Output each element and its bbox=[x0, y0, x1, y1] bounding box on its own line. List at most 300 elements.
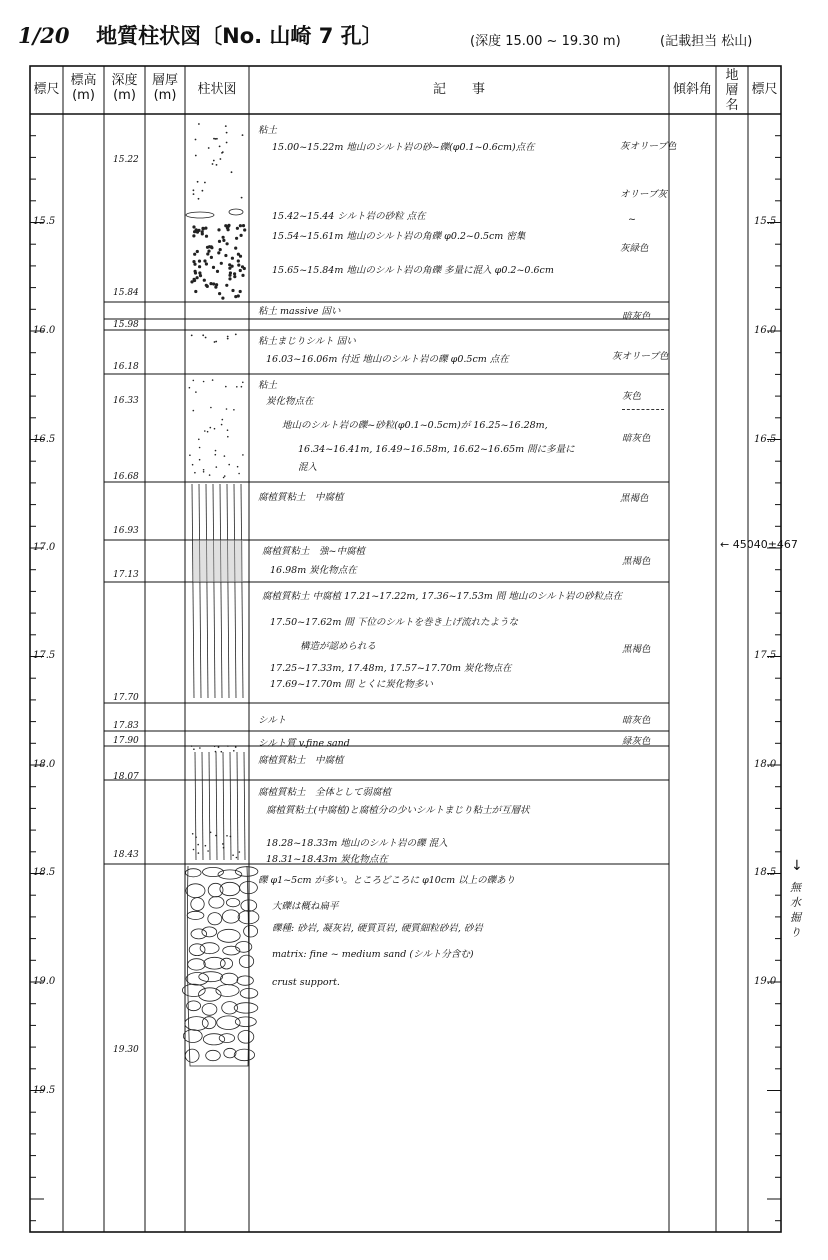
lithology-gravel bbox=[188, 959, 206, 970]
color-label: 黒褐色 bbox=[620, 493, 649, 504]
header-scale-right: 標尺 bbox=[751, 82, 778, 97]
lithology-dot bbox=[203, 469, 205, 471]
depth-label: 16.93 bbox=[113, 526, 139, 536]
color-label: ~ bbox=[628, 214, 636, 225]
lithology-dot bbox=[202, 190, 204, 192]
lithology-gravel bbox=[187, 1001, 201, 1011]
lithology-gravel bbox=[209, 897, 224, 909]
lithology-dot bbox=[226, 835, 228, 837]
scale-label: 18.0 bbox=[33, 759, 56, 770]
lithology-dot bbox=[214, 746, 216, 748]
lithology-dot bbox=[223, 477, 225, 479]
lithology-dot bbox=[243, 228, 246, 231]
lithology-dot bbox=[236, 857, 238, 859]
lithology-dot bbox=[242, 224, 245, 227]
depth-label: 16.18 bbox=[113, 362, 139, 372]
lithology-dot bbox=[233, 275, 236, 278]
lithology-dot bbox=[208, 245, 211, 248]
lithology-dot bbox=[227, 338, 229, 340]
note-line: 炭化物点在 bbox=[266, 396, 314, 407]
note-line: 腐植質粘土 中腐植 bbox=[258, 755, 344, 766]
lithology-dot bbox=[194, 271, 197, 274]
scale-label: 18.5 bbox=[33, 867, 56, 878]
lithology-gravel bbox=[234, 1049, 254, 1061]
lithology-dot bbox=[201, 232, 204, 235]
lithology-gravel bbox=[206, 1050, 221, 1060]
lithology-dot bbox=[204, 430, 206, 432]
note-line: 15.42~15.44 シルト岩の砂粒 点在 bbox=[272, 211, 426, 222]
lithology-gravel bbox=[217, 929, 240, 942]
note-line: 15.00~15.22m 地山のシルト岩の砂~礫(φ0.1~0.6cm)点在 bbox=[272, 142, 535, 153]
lithology-dot bbox=[228, 464, 230, 466]
color-label: 黒褐色 bbox=[622, 556, 651, 567]
lithology-dot bbox=[224, 455, 226, 457]
log-title: 地質柱状図〔No. 山崎 7 孔〕 bbox=[96, 24, 383, 48]
lithology-dot bbox=[205, 235, 208, 238]
lithology-gravel bbox=[185, 1049, 199, 1062]
lithology-gravel bbox=[235, 1017, 256, 1027]
lithology-dot bbox=[190, 280, 193, 283]
lithology-dot bbox=[226, 132, 228, 134]
note-line: 18.31~18.43m 炭化物点在 bbox=[266, 854, 388, 865]
lithology-dot bbox=[236, 386, 238, 388]
lithology-dot bbox=[193, 193, 195, 195]
lithology-dot bbox=[203, 471, 205, 473]
note-line: crust support. bbox=[272, 977, 340, 988]
note-line: シルト bbox=[258, 715, 287, 726]
lithology-dot bbox=[191, 745, 193, 747]
lithology-gravel bbox=[202, 927, 217, 937]
color-label: オリーブ灰 bbox=[620, 189, 668, 200]
scale-label: 15.5 bbox=[754, 216, 777, 227]
note-line: 16.34~16.41m, 16.49~16.58m, 16.62~16.65m 間に多量に bbox=[298, 444, 575, 455]
lithology-gravel bbox=[200, 943, 219, 954]
lithology-dot bbox=[242, 382, 244, 384]
lithology-dot bbox=[198, 260, 201, 263]
lithology-streak bbox=[206, 484, 208, 698]
header-scale: 標尺 bbox=[33, 82, 60, 97]
lithology-dot bbox=[199, 747, 201, 749]
lithology-dot bbox=[198, 439, 200, 441]
lithology-dot bbox=[194, 472, 196, 474]
lithology-dot bbox=[221, 751, 223, 753]
note-line: 粘土 massive 固い bbox=[258, 306, 341, 317]
scale-label: 16.5 bbox=[33, 434, 56, 445]
lithology-dot bbox=[210, 427, 212, 429]
scale-label: 16.0 bbox=[754, 325, 777, 336]
lithology-dot bbox=[215, 450, 217, 452]
lithology-dot bbox=[224, 254, 227, 257]
note-line: 15.54~15.61m 地山のシルト岩の角礫 φ0.2~0.5cm 密集 bbox=[272, 231, 526, 242]
header-elevation: 標高 (m) bbox=[70, 73, 97, 103]
lithology-dot bbox=[227, 336, 229, 338]
note-line: 17.50~17.62m 間 下位のシルトを巻き上げ流れたような bbox=[270, 617, 519, 628]
lithology-dot bbox=[237, 466, 239, 468]
lithology-gravel bbox=[182, 984, 205, 996]
color-label: 灰オリーブ色 bbox=[620, 141, 677, 152]
lithology-dot bbox=[218, 292, 221, 295]
lithology-streak bbox=[209, 752, 210, 860]
lithology-gravel bbox=[221, 973, 238, 985]
lithology-dot bbox=[240, 234, 243, 237]
lithology-dot bbox=[231, 265, 234, 268]
recorder-label: (記載担当 松山) bbox=[660, 34, 753, 49]
color-label: 灰緑色 bbox=[620, 243, 649, 254]
lithology-dot bbox=[205, 337, 207, 339]
lithology-gravel bbox=[238, 1031, 254, 1044]
lithology-dot bbox=[202, 334, 204, 336]
lithology-dot bbox=[222, 236, 225, 239]
lithology-streak bbox=[199, 484, 201, 698]
scale-label: 17.5 bbox=[33, 650, 56, 661]
lithology-dot bbox=[207, 250, 210, 253]
lithology-gravel bbox=[202, 1017, 216, 1029]
lithology-dot bbox=[226, 242, 229, 245]
lithology-dot bbox=[237, 264, 240, 267]
lithology-dot bbox=[204, 182, 206, 184]
lithology-dot bbox=[212, 163, 214, 165]
note-line: 17.69~17.70m 間 とくに炭化物多い bbox=[270, 679, 433, 690]
lithology-gravel bbox=[202, 1004, 217, 1016]
header-column: 柱状図 bbox=[197, 82, 237, 97]
lithology-dot bbox=[216, 164, 218, 166]
lithology-gravel bbox=[191, 929, 207, 939]
depth-label: 17.70 bbox=[113, 693, 139, 703]
lithology-dot bbox=[204, 227, 207, 230]
date-annotation bbox=[720, 538, 798, 551]
lithology-gravel bbox=[191, 898, 204, 911]
lithology-streak bbox=[230, 752, 231, 860]
note-line: 地山のシルト岩の礫~砂粒(φ0.1~0.5cm)が 16.25~16.28m, bbox=[282, 420, 548, 431]
lithology-gravel bbox=[222, 910, 239, 923]
lithology-gravel bbox=[208, 883, 223, 897]
lithology-dot bbox=[226, 226, 229, 229]
depth-label: 16.68 bbox=[113, 472, 139, 482]
lithology-dot bbox=[222, 151, 224, 153]
note-line: 混入 bbox=[298, 462, 318, 473]
lithology-pebble bbox=[229, 209, 243, 215]
lithology-dot bbox=[196, 250, 199, 253]
lithology-dot bbox=[239, 851, 241, 853]
lithology-dot bbox=[239, 224, 242, 227]
lithology-dot bbox=[236, 227, 239, 230]
color-label: 緑灰色 bbox=[622, 736, 651, 747]
depth-label: 15.22 bbox=[113, 155, 139, 165]
scale-label: 16.0 bbox=[33, 325, 56, 336]
lithology-dot bbox=[206, 252, 209, 255]
depth-label: 19.30 bbox=[113, 1045, 139, 1055]
lithology-gravel bbox=[220, 958, 232, 969]
lithology-dot bbox=[219, 146, 221, 148]
lithology-dot bbox=[195, 139, 197, 141]
note-line: 構造が認められる bbox=[300, 641, 377, 652]
lithology-dot bbox=[226, 408, 228, 410]
lithology-dot bbox=[231, 171, 233, 173]
lithology-gravel bbox=[199, 972, 223, 982]
scale-label: 19.5 bbox=[33, 1085, 56, 1096]
note-line: 大礫は概ね扁平 bbox=[272, 901, 339, 912]
lithology-dot bbox=[237, 253, 240, 256]
lithology-dot bbox=[234, 247, 237, 250]
lithology-dot bbox=[212, 282, 215, 285]
note-heading: 粘土まじりシルト 固い bbox=[258, 336, 356, 347]
scale-label: 17.0 bbox=[33, 542, 56, 553]
color-separator bbox=[622, 409, 664, 410]
scale-label: 16.5 bbox=[754, 434, 777, 445]
lithology-dot bbox=[207, 431, 209, 433]
lithology-dot bbox=[212, 379, 214, 381]
note-heading: 粘土 bbox=[258, 380, 278, 391]
lithology-gravel bbox=[183, 1030, 202, 1043]
lithology-dot bbox=[213, 160, 215, 162]
color-label: 暗灰色 bbox=[622, 433, 651, 444]
lithology-dot bbox=[210, 256, 213, 259]
lithology-dot bbox=[198, 198, 200, 200]
note-line: 17.25~17.33m, 17.48m, 17.57~17.70m 炭化物点在 bbox=[270, 663, 512, 674]
lithology-gravel bbox=[244, 925, 258, 937]
depth-label: 17.83 bbox=[113, 721, 139, 731]
lithology-streak bbox=[216, 752, 217, 860]
lithology-gravel bbox=[239, 955, 253, 967]
lithology-dot bbox=[215, 138, 217, 140]
lithology-dot bbox=[222, 239, 225, 242]
lithology-dot bbox=[198, 123, 200, 125]
lithology-dot bbox=[193, 189, 195, 191]
lithology-dot bbox=[228, 274, 231, 277]
lithology-streak bbox=[234, 484, 236, 698]
lithology-dot bbox=[241, 386, 243, 388]
lithology-dot bbox=[231, 289, 234, 292]
lithology-streak bbox=[195, 752, 196, 860]
lithology-dot bbox=[203, 381, 205, 383]
lithology-dot bbox=[241, 274, 244, 277]
lithology-dot bbox=[210, 407, 212, 409]
lithology-dot bbox=[224, 475, 226, 477]
lithology-dot bbox=[198, 265, 201, 268]
lithology-dot bbox=[196, 231, 199, 234]
lithology-dot bbox=[215, 341, 217, 343]
note-line: 礫種: 砂岩, 凝灰岩, 硬質頁岩, 硬質細粒砂岩, 砂岩 bbox=[272, 923, 483, 934]
lithology-streak bbox=[241, 484, 243, 698]
depth-label: 15.84 bbox=[113, 288, 139, 298]
lithology-dot bbox=[219, 248, 222, 251]
depth-label: 18.43 bbox=[113, 850, 139, 860]
lithology-dot bbox=[193, 278, 196, 281]
lithology-dot bbox=[206, 285, 209, 288]
scale-label: 19.0 bbox=[754, 976, 777, 987]
lithology-dot bbox=[191, 335, 193, 337]
arrow-left-icon: ← bbox=[720, 538, 730, 551]
lithology-gravel bbox=[186, 973, 208, 986]
lithology-dot bbox=[233, 272, 236, 275]
lithology-dot bbox=[220, 262, 223, 265]
lithology-streak bbox=[227, 484, 229, 698]
lithology-dot bbox=[193, 380, 195, 382]
lithology-dot bbox=[193, 263, 196, 266]
lithology-dot bbox=[242, 454, 244, 456]
note-line: 18.28~18.33m 地山のシルト岩の礫 混入 bbox=[266, 838, 448, 849]
lithology-streak bbox=[202, 752, 203, 860]
lithology-dot bbox=[221, 297, 224, 300]
color-label: 暗灰色 bbox=[622, 311, 651, 322]
lithology-dot bbox=[195, 155, 197, 157]
depth-label: 17.90 bbox=[113, 736, 139, 746]
lithology-dot bbox=[203, 259, 206, 262]
lithology-dot bbox=[235, 237, 238, 240]
lithology-gravel bbox=[203, 1034, 224, 1045]
lithology-dot bbox=[207, 850, 209, 852]
note-line: 15.65~15.84m 地山のシルト岩の角礫 多量に混入 φ0.2~0.6cm bbox=[272, 265, 554, 276]
lithology-dot bbox=[192, 833, 194, 835]
color-label: 暗灰色 bbox=[622, 715, 651, 726]
lithology-dot bbox=[233, 750, 235, 752]
header-dip: 傾斜角 bbox=[672, 82, 712, 97]
lithology-dot bbox=[235, 746, 237, 748]
lithology-gravel bbox=[226, 898, 239, 906]
lithology-dot bbox=[197, 181, 199, 183]
note-line: 礫 φ1~5cm が多い。ところどころに φ10cm 以上の礫あり bbox=[258, 875, 516, 886]
lithology-dot bbox=[222, 419, 224, 421]
lithology-dot bbox=[208, 147, 210, 149]
lithology-dot bbox=[189, 454, 191, 456]
lithology-dot bbox=[193, 410, 195, 412]
lithology-dot bbox=[233, 409, 235, 411]
note-line: シルト質 v.fine sand bbox=[258, 738, 350, 749]
lithology-dot bbox=[205, 845, 207, 847]
lithology-dot bbox=[203, 279, 206, 282]
scale-label: 17.5 bbox=[754, 650, 777, 661]
lithology-gravel bbox=[186, 884, 205, 898]
lithology-dot bbox=[216, 270, 219, 273]
lithology-dot bbox=[195, 391, 197, 393]
scale-ratio: 1/20 bbox=[18, 23, 70, 48]
lithology-dot bbox=[225, 125, 227, 127]
note-line: 腐植質粘土 強~中腐植 bbox=[262, 546, 365, 557]
water-note: 無水掘り bbox=[790, 881, 801, 939]
lithology-dot bbox=[194, 290, 197, 293]
lithology-streak bbox=[192, 484, 194, 698]
depth-label: 17.13 bbox=[113, 570, 139, 580]
lithology-dot bbox=[214, 428, 216, 430]
lithology-dot bbox=[218, 240, 221, 243]
lithology-dot bbox=[228, 277, 231, 280]
lithology-gravel bbox=[219, 1034, 234, 1043]
lithology-dot bbox=[242, 134, 244, 136]
lithology-dot bbox=[209, 282, 212, 285]
lithology-dot bbox=[220, 158, 222, 160]
lithology-streak bbox=[237, 752, 238, 860]
lithology-dot bbox=[241, 265, 244, 268]
note-line: 16.98m 炭化物点在 bbox=[270, 565, 357, 576]
lithology-gravel bbox=[237, 976, 253, 985]
color-label: 灰オリーブ色 bbox=[612, 351, 669, 362]
lithology-dot bbox=[217, 228, 220, 231]
lithology-dot bbox=[197, 844, 199, 846]
depth-label: 18.07 bbox=[113, 772, 139, 782]
lithology-dot bbox=[192, 234, 195, 237]
depth-range: (深度 15.00 ~ 19.30 m) bbox=[470, 34, 621, 49]
lithology-dot bbox=[225, 386, 227, 388]
gravel-outline bbox=[187, 866, 248, 1066]
lithology-dot bbox=[218, 746, 220, 748]
header-stratum: 地 層 名 bbox=[725, 68, 739, 113]
scale-label: 18.5 bbox=[754, 867, 777, 878]
note-line: 腐植質粘土 中腐植 17.21~17.22m, 17.36~17.53m 間 地山のシルト岩の砂粒点在 bbox=[262, 591, 623, 602]
lithology-gravel bbox=[217, 1016, 240, 1030]
lithology-dot bbox=[241, 197, 243, 199]
note-line: 16.03~16.06m 付近 地山のシルト岩の礫 φ0.5cm 点在 bbox=[266, 354, 509, 365]
radiocarbon-date: 45040±467 bbox=[732, 538, 798, 551]
lithology-dot bbox=[189, 387, 191, 389]
lithology-streak bbox=[244, 752, 245, 860]
scale-label: 15.5 bbox=[33, 216, 56, 227]
lithology-dot bbox=[239, 269, 242, 272]
lithology-dot bbox=[192, 225, 195, 228]
lithology-dot bbox=[199, 447, 201, 449]
lithology-dot bbox=[238, 473, 240, 475]
lithology-gravel bbox=[189, 944, 205, 956]
lithology-dot bbox=[201, 227, 204, 230]
lithology-dot bbox=[231, 257, 234, 260]
lithology-dot bbox=[215, 454, 217, 456]
lithology-dot bbox=[193, 849, 195, 851]
header-description: 記 事 bbox=[432, 82, 485, 97]
lithology-dot bbox=[225, 284, 228, 287]
lithology-dot bbox=[192, 464, 194, 466]
lithology-dot bbox=[214, 286, 217, 289]
lithology-gravel bbox=[187, 911, 204, 919]
lithology-dot bbox=[232, 854, 234, 856]
depth-label: 16.33 bbox=[113, 396, 139, 406]
lithology-dot bbox=[234, 295, 237, 298]
lithology-streak bbox=[220, 484, 222, 698]
lithology-dot bbox=[221, 424, 223, 426]
lithology-dot bbox=[214, 341, 216, 343]
lithology-dot bbox=[227, 436, 229, 438]
lithology-dot bbox=[235, 334, 237, 336]
lithology-dot bbox=[196, 276, 199, 279]
lithology-pebble bbox=[186, 212, 214, 218]
lithology-dot bbox=[193, 253, 196, 256]
note-line: 腐植質粘土 中腐植 bbox=[258, 492, 344, 503]
note-line: 腐植質粘土 全体として弱腐植 bbox=[258, 787, 392, 798]
note-heading: 粘土 bbox=[258, 125, 278, 136]
depth-label: 15.98 bbox=[113, 320, 139, 330]
header-depth: 深度 (m) bbox=[111, 73, 138, 103]
scale-label: 19.0 bbox=[33, 976, 56, 987]
scale-label: 18.0 bbox=[754, 759, 777, 770]
header-thickness: 層厚 (m) bbox=[151, 73, 178, 103]
note-line: 腐植質粘土(中腐植)と腐植分の少いシルトまじり粘土が互層状 bbox=[266, 805, 530, 816]
arrow-down-icon: ↓ bbox=[791, 858, 803, 874]
lithology-shade bbox=[193, 540, 243, 582]
color-label: 黒褐色 bbox=[622, 644, 651, 655]
lithology-dot bbox=[237, 259, 240, 262]
lithology-dot bbox=[193, 748, 195, 750]
lithology-dot bbox=[209, 474, 211, 476]
lithology-dot bbox=[199, 459, 201, 461]
lithology-dot bbox=[212, 266, 215, 269]
lithology-gravel bbox=[208, 913, 222, 925]
lithology-dot bbox=[198, 852, 200, 854]
lithology-dot bbox=[205, 262, 208, 265]
lithology-dot bbox=[227, 429, 229, 431]
lithology-streak bbox=[213, 484, 215, 698]
lithology-gravel bbox=[222, 1002, 238, 1014]
note-line: matrix: fine ~ medium sand (シルト分含む) bbox=[272, 949, 474, 960]
lithology-dot bbox=[217, 251, 220, 254]
lithology-dot bbox=[198, 271, 201, 274]
